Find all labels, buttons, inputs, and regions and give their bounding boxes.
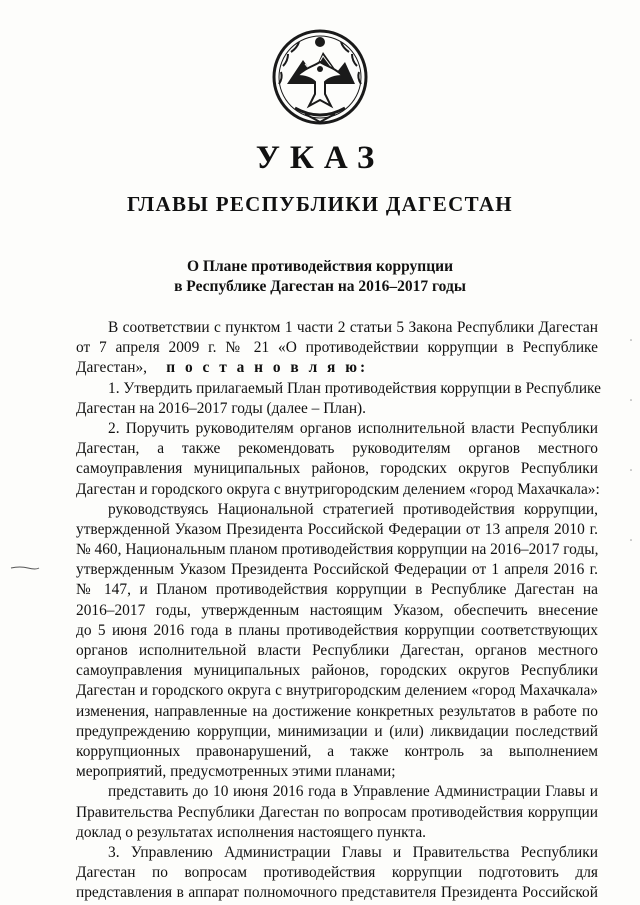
body-line <box>76 318 598 338</box>
body-line-text: органов исполнительной власти Республики Дагестан, органов местного <box>76 642 598 659</box>
body-line-text: Дагестан и городского округа с внутригородским делением «город Махачкала»: <box>76 480 600 498</box>
margin-pen-mark <box>10 566 40 570</box>
body-line <box>76 681 598 701</box>
body-line-text: № 147, и Планом противодействия коррупции в Республике Дагестан на <box>76 581 598 599</box>
body-line-text: В соответствии с пунктом 1 части 2 статьи 5 Закона Республики Дагестан <box>108 319 598 336</box>
body-line-text: до 5 июня 2016 года в планы противодействия коррупции соответствующих <box>76 621 598 639</box>
decree-resolution-word: п о с т а н о в л я ю: <box>166 359 369 377</box>
body-line-text: мероприятий, предусмотренных этими планами; <box>76 763 396 781</box>
body-line-text: коррупционных правонарушений, а также контроль за выполнением <box>76 742 598 760</box>
body-line-text: Правительства Республики Дагестан по вопросам противодействия коррупции <box>76 803 598 821</box>
body-line-text: самоуправления муниципальных районов, городских округов Республики <box>76 662 598 680</box>
body-line-text: Дагестан», <box>76 359 148 377</box>
body-line <box>76 823 598 843</box>
heading-line: О Плане противодействия коррупции <box>186 258 454 275</box>
body-line-text: 2. Поручить руководителям органов исполнительной власти Республики <box>108 419 598 437</box>
body-line <box>76 843 598 863</box>
body-line-text: Дагестан на 2016–2017 годы (далее – План). <box>76 399 367 417</box>
body-line-text: 2016–2017 годы, утвержденным настоящим Указом, обеспечить внесение <box>76 601 598 619</box>
body-line <box>76 459 598 479</box>
body-line-text: Дагестан, а также рекомендовать руководителям органов местного <box>76 440 598 458</box>
body-line <box>76 762 598 782</box>
scan-edge-specks <box>628 330 634 590</box>
body-line <box>76 580 598 600</box>
body-line <box>76 358 598 378</box>
body-line <box>76 439 598 459</box>
body-line-text: руководствуясь Национальной стратегией противодействия коррупции, <box>108 500 598 518</box>
body-line-text: утвержденным Указом Президента Российской Федерации от 1 апреля 2016 г. <box>76 561 598 579</box>
body-line-text: Дагестан и городского округа с внутригородским делением «город Махачкала» <box>76 682 598 700</box>
body-line-text: изменения, направленные на достижение конкретных результатов в работе по <box>76 702 598 720</box>
body-line <box>76 379 601 399</box>
decree-body <box>76 318 601 903</box>
body-line <box>76 883 598 903</box>
body-line-text: Дагестан по вопросам противодействия коррупции подготовить для <box>76 864 598 882</box>
body-line <box>76 540 598 560</box>
body-line <box>76 601 598 621</box>
body-line <box>76 338 598 358</box>
body-line-text: от 7 апреля 2009 г. № 21 «О противодействии коррупции в Республике <box>76 339 598 357</box>
decree-heading <box>0 257 640 297</box>
body-line <box>76 480 598 500</box>
body-line <box>76 722 598 742</box>
body-line-text: предупреждению коррупции, минимизации и (или) ликвидации последствий <box>76 722 598 740</box>
body-line-text: 3. Управлению Администрации Главы и Правительства Республики <box>108 843 598 861</box>
decree-title: УКАЗ <box>255 140 385 176</box>
coat-of-arms-dagestan-icon <box>265 22 375 132</box>
body-line-text: представления в аппарат полномочного представителя Президента Российской <box>76 884 598 902</box>
body-line <box>76 661 598 681</box>
body-line <box>76 500 598 520</box>
body-line-text: представить до 10 июня 2016 года в Управление Администрации Главы и <box>108 783 598 801</box>
body-line-text: самоуправления муниципальных районов, городских округов Республики <box>76 460 598 478</box>
body-line <box>76 399 598 419</box>
decree-subtitle: ГЛАВЫ РЕСПУБЛИКИ ДАГЕСТАН <box>127 192 513 216</box>
heading-line: в Республике Дагестан на 2016–2017 годы <box>174 278 466 295</box>
body-line <box>76 641 598 661</box>
body-line <box>76 782 598 802</box>
body-line-text: утвержденной Указом Президента Российской Федерации от 13 апреля 2010 г. <box>76 520 598 538</box>
body-line <box>76 621 598 641</box>
body-line-text: № 460, Национальным планом противодействия коррупции на 2016–2017 годы, <box>76 541 599 559</box>
body-line <box>76 560 598 580</box>
body-line <box>76 520 598 540</box>
body-line-text: 1. Утвердить прилагаемый План противодействия коррупции в Республике <box>108 379 601 397</box>
body-line <box>76 803 598 823</box>
body-line <box>76 742 598 762</box>
body-line-text: доклад о результатах исполнения настоящего пункта. <box>76 823 427 841</box>
body-line <box>76 702 598 722</box>
body-line <box>76 863 598 883</box>
body-line <box>76 419 598 439</box>
